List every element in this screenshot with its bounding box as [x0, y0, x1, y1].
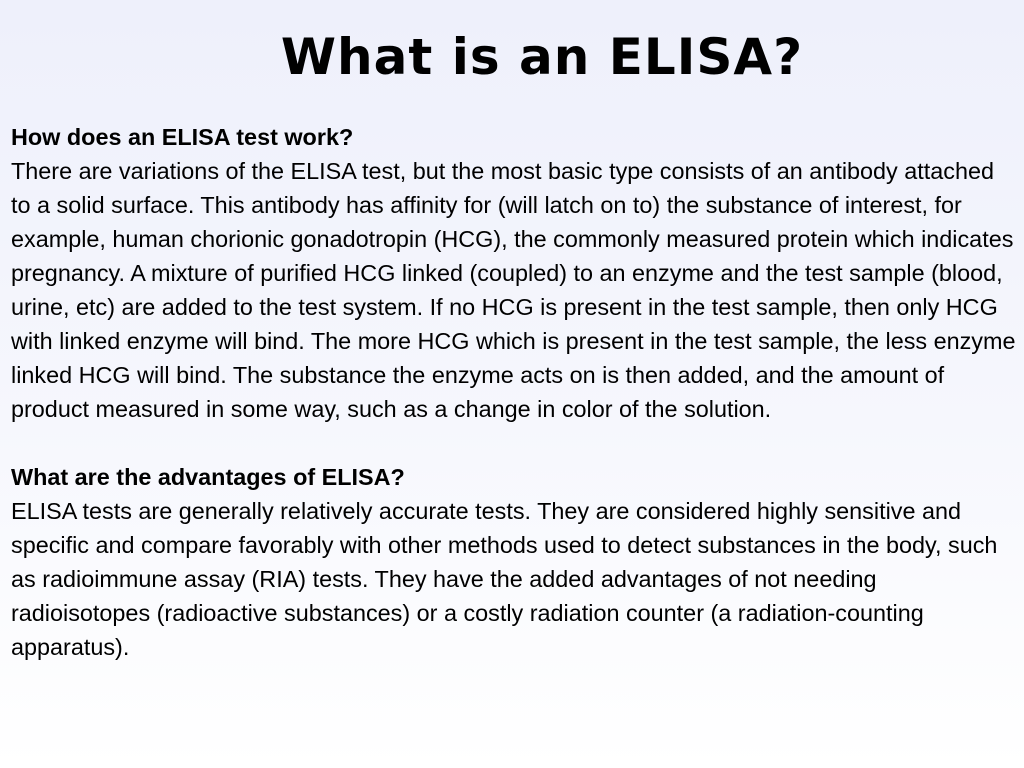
slide-content: [11, 120, 1019, 664]
section-advantages: [11, 460, 1019, 664]
section-how-it-works: [11, 120, 1019, 426]
section-heading: What are the advantages of ELISA?: [11, 464, 405, 490]
slide-title: What is an ELISA?: [280, 28, 804, 86]
section-spacer: [11, 426, 1019, 460]
section-body: ELISA tests are generally relatively accurate tests. They are considered highly sensitive and specific and compare favorably with other methods used to detect substances in the body, such as radioimmune assay (RIA) tests. They have the added advantages of not needing radioisotopes (radioactive substances) or a costly radiation counter (a radiation-counting apparatus).: [11, 498, 998, 660]
section-heading: How does an ELISA test work?: [11, 124, 354, 150]
section-body: There are variations of the ELISA test, but the most basic type consists of an antibody attached to a solid surface. This antibody has affinity for (will latch on to) the substance of interest, for example, human chorionic gonadotropin (HCG), the commonly measured protein which indicates pregnancy. A mixture of purified HCG linked (coupled) to an enzyme and the test sample (blood, urine, etc) are added to the test system. If no HCG is present in the test sample, then only HCG with linked enzyme will bind. The more HCG which is present in the test sample, the less enzyme linked HCG will bind. The substance the enzyme acts on is then added, and the amount of product measured in some way, such as a change in color of the solution.: [11, 158, 1016, 422]
